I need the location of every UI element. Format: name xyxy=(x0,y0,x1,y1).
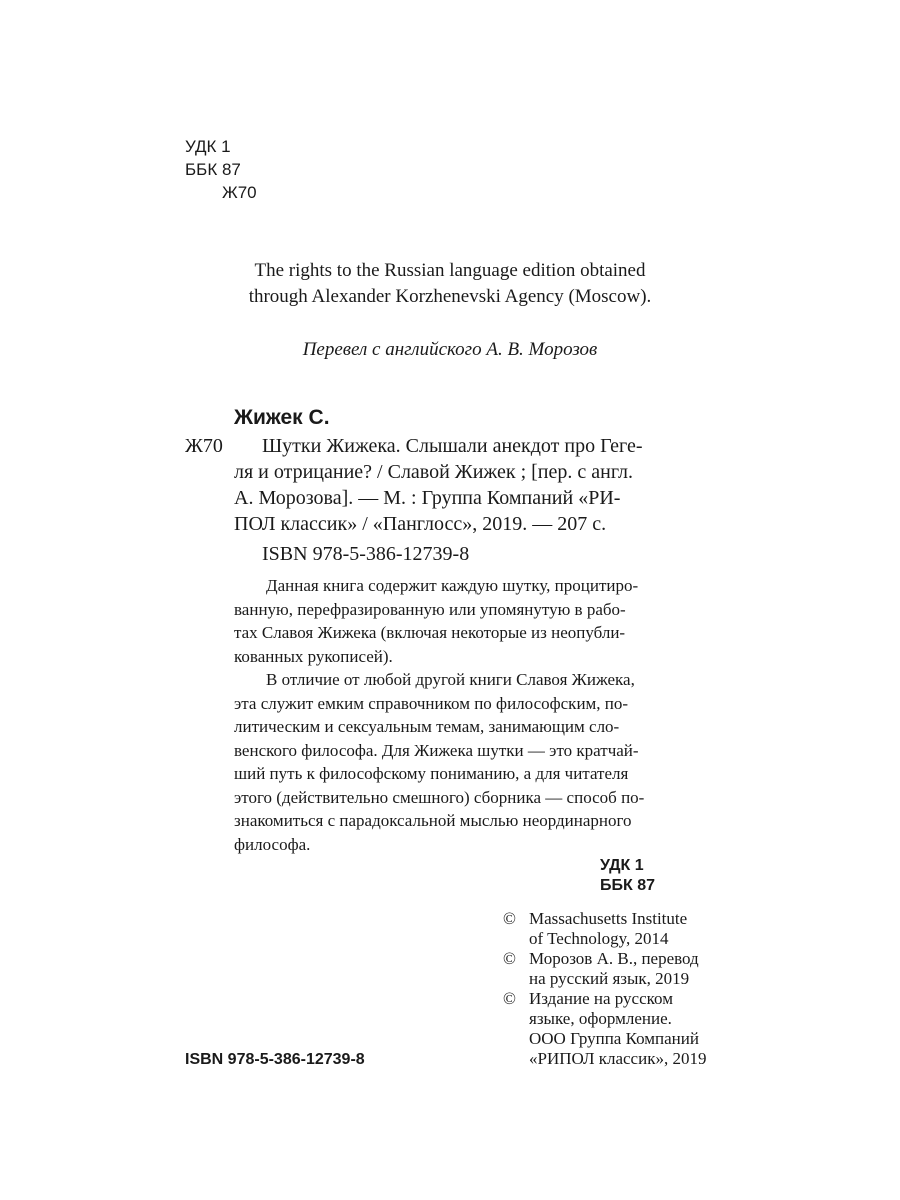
biblio-line: ля и отрицание? / Славой Жижек ; [пер. с англ. xyxy=(234,461,634,483)
annotation-line: венского философа. Для Жижека шутки — это кратчай- xyxy=(234,740,639,760)
bbk-top: ББК 87 xyxy=(185,160,241,179)
copyright-symbol: © xyxy=(503,989,516,1008)
udk-bottom: УДК 1 xyxy=(600,857,644,874)
rights-notice xyxy=(200,258,700,310)
annotation-line: кованных рукописей). xyxy=(234,646,393,666)
bibliographic-description-cont xyxy=(234,459,633,537)
translator-credit: Перевел с английского А. В. Морозов xyxy=(302,339,598,360)
annotation-line: ванную, перефразированную или упомянутую в рабо- xyxy=(234,599,626,619)
bbk-bottom: ББК 87 xyxy=(600,877,656,894)
udk-top: УДК 1 xyxy=(185,137,231,156)
annotation-line: В отличие от любой другой книги Славоя Жижека, xyxy=(266,670,635,689)
rights-line-2: through Alexander Korzhenevski Agency (Moscow). xyxy=(248,286,652,307)
annotation-line: литическим и сексуальным темам, занимающим сло- xyxy=(234,717,620,736)
author-heading: Жижек С. xyxy=(234,406,330,429)
biblio-line: Шутки Жижека. Слышали анекдот про Геге- xyxy=(262,435,643,457)
annotation-line: знакомиться с парадоксальной мыслью неординарного xyxy=(234,811,632,830)
isbn-main: ISBN 978-5-386-12739-8 xyxy=(262,543,470,565)
rights-line-1: The rights to the Russian language edition obtained xyxy=(254,260,646,281)
annotation-line: философа. xyxy=(234,834,311,854)
copyright-entry-2: Морозов А. В., перевод на русский язык, 2019 xyxy=(529,949,699,988)
annotation-line: ший путь к философскому пониманию, а для читателя xyxy=(234,764,629,783)
copyright-symbol: © xyxy=(503,949,516,968)
biblio-line: А. Морозова]. — М. : Группа Компаний «РИ- xyxy=(234,487,621,509)
annotation-line: этого (действительно смешного) сборника — способ по- xyxy=(234,787,645,807)
author-mark-top: Ж70 xyxy=(222,183,257,202)
annotation-line: тах Славоя Жижека (включая некоторые из неопубли- xyxy=(234,623,626,642)
bibliographic-description xyxy=(262,433,643,459)
copyright-symbol: © xyxy=(503,909,516,928)
isbn-footer: ISBN 978-5-386-12739-8 xyxy=(185,1051,365,1068)
annotation-line: Данная книга содержит каждую шутку, процитиро- xyxy=(266,576,639,595)
author-mark-side: Ж70 xyxy=(185,435,223,457)
biblio-line: ПОЛ классик» / «Панглосс», 2019. — 207 с. xyxy=(234,513,607,535)
copyright-entry-3: Издание на русском языке, оформление. ООО Группа Компаний «РИПОЛ классик», 2019 xyxy=(529,989,707,1068)
annotation-line: эта служит емким справочником по философским, по- xyxy=(234,693,629,713)
copyright-entry-1: Massachusetts Institute of Technology, 2014 xyxy=(529,909,688,948)
